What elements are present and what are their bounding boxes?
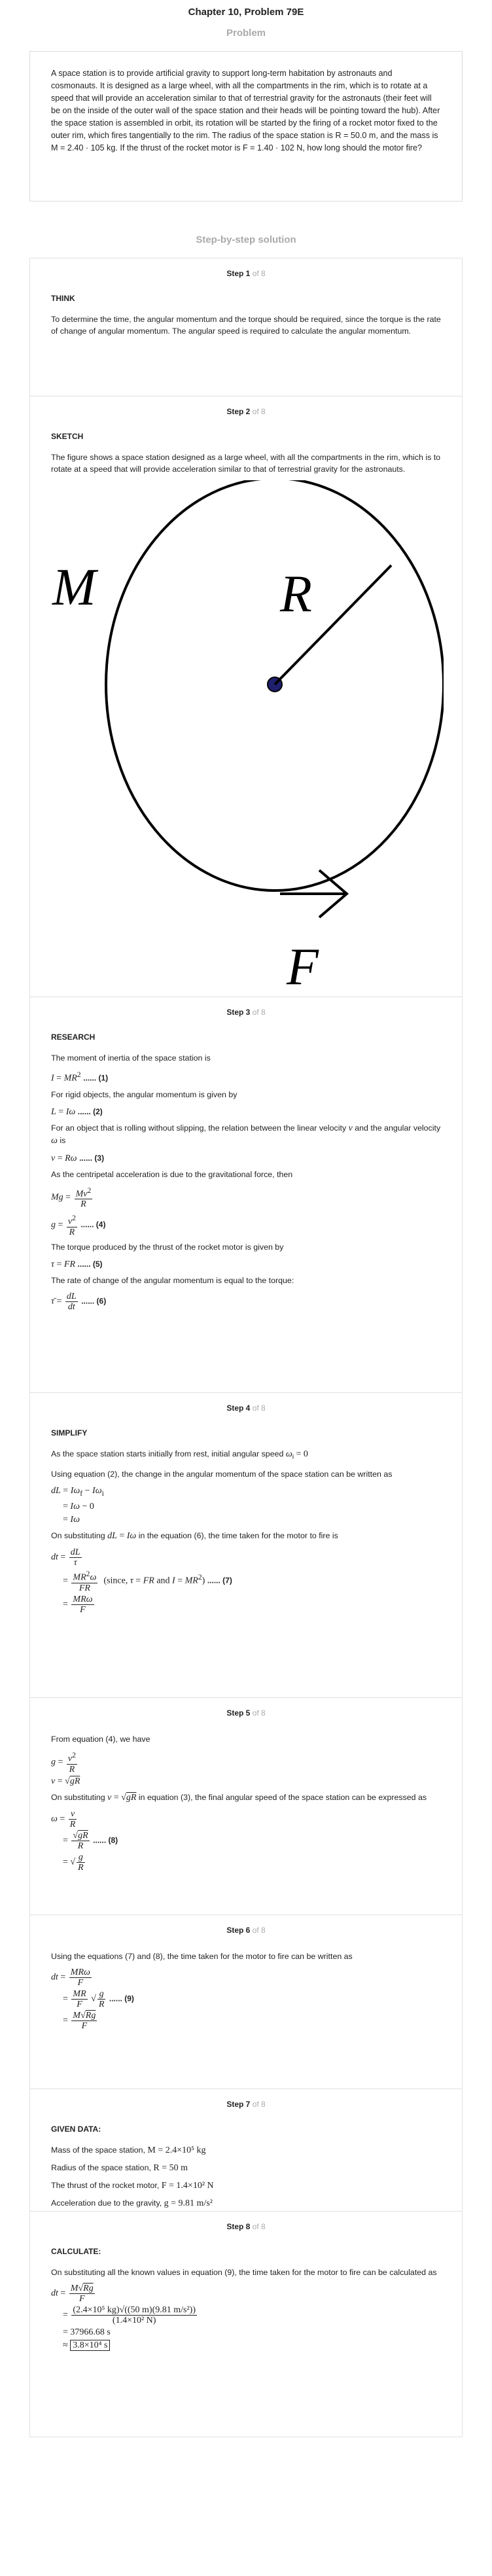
eq-9-number: ...... (9) (109, 1994, 134, 2003)
step-3-title: Step 3 (226, 1008, 251, 1017)
step-4-text-2: Using equation (2), the change in the angular momentum of the space station can be written as (51, 1470, 393, 1479)
eq-8-number: ...... (8) (93, 1835, 118, 1845)
step-5-text-1: From equation (4), we have (51, 1735, 150, 1744)
step-7-header (30, 2089, 462, 2115)
step-2-label: SKETCH (51, 432, 84, 441)
step-8 (29, 2212, 463, 2437)
step-8-total: of 8 (252, 2222, 266, 2231)
given-radius: Radius of the space station, R = 50 m (51, 2163, 188, 2173)
radius-label: R (280, 565, 312, 623)
step-3-text-2: For rigid objects, the angular momentum is given by (51, 1089, 237, 1099)
eq-2: L = Iω ...... (2) (51, 1106, 103, 1117)
step-5-header (30, 1698, 462, 1724)
step-8-title: Step 8 (226, 2222, 251, 2231)
step-3 (29, 997, 463, 1393)
eq-1: $I = MR^2$ ...... (1) (51, 1070, 109, 1084)
final-denominator: (1.4×10² N) (112, 2316, 156, 2325)
step-6 (29, 1915, 463, 2089)
step-6-title: Step 6 (226, 1926, 251, 1935)
solution-heading: Step-by-step solution (196, 234, 296, 245)
step-4-label: SIMPLIFY (51, 1428, 88, 1438)
step-7-total: of 8 (252, 2100, 266, 2109)
step-4-header (30, 1393, 462, 1419)
problem-text: A space station is to provide artificial gravity to support long-term habitation by astronauts and cosmonauts. It is designed as a large wheel, with all the compartments in the rim, which is to rotate at a speed that will provide an acceleration similar to that of terrestrial gravity for the astronauts (their feet will be on the inside of the outer wall of the space station and their heads will be pointing toward the hub). After the space station is assembled in orbit, its rotation will be started by the firing of a rocket motor fixed to the outer rim, which fires tangentially to the rim. The radius of the space station is R = 50.0 m, and the mass is M = 2.40 · 105 kg. If the thrust of the rocket motor is F = 1.40 · 102 N, how long should the motor fire? (51, 69, 440, 152)
step-1-header (30, 258, 462, 285)
step-3-label: RESEARCH (51, 1032, 96, 1042)
step-2-header (30, 397, 462, 423)
step-3-text-5: The torque produced by the thrust of the rocket motor is given by (51, 1242, 284, 1252)
given-thrust: The thrust of the rocket motor, F = 1.4×10² N (51, 2181, 214, 2191)
eq-centripetal: Mg = $\frac{Mv^2}{R}$ (51, 1186, 92, 1210)
given-gravity: Acceleration due to the gravity, g = 9.81 m/s² (51, 2198, 213, 2208)
eq-1-number: ...... (1) (83, 1073, 109, 1083)
eq-g: g = $\frac{v^2}{R}$ v = √gR (51, 1751, 80, 1786)
eq-5-number: ...... (5) (77, 1259, 103, 1269)
space-station-svg (51, 480, 444, 1004)
eq-8: ω = $\frac{v}{R}$ = $\frac{√gR}{R}$ ...... (8) = √ $\frac{g}{R}$ (51, 1808, 118, 1873)
eq-4: g = $\frac{v^2}{R}$ ...... (4) (51, 1214, 106, 1237)
eq-6-number: ...... (6) (81, 1296, 107, 1306)
eq-dl: dL = $I\omega_f - I\omega_i$ = Iω − 0 = Iω (51, 1486, 104, 1525)
eq-2-number: ...... (2) (77, 1106, 103, 1116)
eq-3-number: ...... (3) (79, 1153, 105, 1163)
step-5-text-2: On substituting v = √gR in equation (3), the final angular speed of the space station can be expressed as (51, 1792, 427, 1803)
step-1-total: of 8 (252, 269, 266, 278)
eq-4-number: ...... (4) (80, 1220, 106, 1229)
eq-7: dt = $\frac{dL}{\tau}$ = $\frac{MR^2\omega}{FR}$ (since, τ = FR and $I = MR^2$) ...... (7) = $\frac{\text{MRω}}{F}$ (51, 1547, 232, 1615)
space-station-diagram (51, 480, 441, 1007)
step-7-label: GIVEN DATA: (51, 2125, 101, 2134)
step-8-label: CALCULATE: (51, 2247, 101, 2256)
eq-9: dt = $\frac{\text{MRω}}{F}$ = $\frac{MR}{F}$ √ $\frac{g}{R}$ ...... (9) = $\frac{M√Rg}{F}$ (51, 1967, 134, 2031)
final-raw-result: = 37966.68 s (63, 2327, 111, 2337)
approx-sign: ≈ (63, 2340, 68, 2350)
step-5-total: of 8 (252, 1708, 266, 1718)
chapter-title: Chapter 10, Problem 79E (188, 7, 304, 18)
step-6-total: of 8 (252, 1926, 266, 1935)
step-4 (29, 1393, 463, 1698)
eq-5: τ = FR ...... (5) (51, 1259, 103, 1269)
step-2-total: of 8 (252, 407, 266, 416)
eq-final: dt = $\frac{M√Rg}{F}$ = $\frac{\text{(2.4×10⁵ kg)√((50 m)(9.81 m/s²))}}{\text{(1.4×10² N)}}$ = 37966.68 s ≈ 3.8×10⁴ s (51, 2284, 441, 2352)
given-mass: Mass of the space station, M = 2.4×10⁵ kg (51, 2145, 206, 2155)
step-4-title: Step 4 (226, 1403, 251, 1413)
problem-card (29, 51, 463, 202)
step-4-text-1: As the space station starts initially from rest, initial angular speed $\omega_i = 0$ (51, 1449, 308, 1461)
step-3-text-4: As the centripetal acceleration is due to the gravitational force, then (51, 1169, 293, 1179)
step-5 (29, 1698, 463, 1915)
step-2 (29, 397, 463, 997)
mass-label: M (52, 559, 96, 616)
problem-heading: Problem (226, 27, 266, 39)
step-3-text-3: For an object that is rolling without slipping, the relation between the linear velocity v and the angular velocity ω is (51, 1123, 441, 1146)
step-3-text-1: The moment of inertia of the space station is (51, 1053, 211, 1063)
step-2-title: Step 2 (226, 407, 251, 416)
step-1-text: To determine the time, the angular momentum and the torque should be required, since the torque is the rate of change of angular momentum. The angular speed is required to calculate the angular momentum. (51, 315, 441, 336)
step-7 (29, 2089, 463, 2212)
eq-6: τ̄ = $\frac{dL}{dt}$ ...... (6) (51, 1291, 107, 1312)
eq-7-number: ...... (7) (207, 1576, 232, 1585)
step-3-total: of 8 (252, 1008, 266, 1017)
step-8-header (30, 2212, 462, 2238)
step-4-text-3: On substituting dL = Iω in the equation (6), the time taken for the motor to fire is (51, 1531, 338, 1542)
step-1-title: Step 1 (226, 269, 251, 278)
step-7-title: Step 7 (226, 2100, 251, 2109)
step-1 (29, 258, 463, 397)
step-3-text-6: The rate of change of the angular momentum is equal to the torque: (51, 1275, 294, 1285)
step-6-text-1: Using the equations (7) and (8), the time taken for the motor to fire can be written as (51, 1952, 353, 1961)
step-1-label: THINK (51, 294, 75, 303)
final-numerator: (2.4×10⁵ kg)√((50 m)(9.81 m/s²)) (73, 2305, 196, 2315)
step-4-total: of 8 (252, 1403, 266, 1413)
step-8-text-1: On substituting all the known values in equation (9), the time taken for the motor to fire can be calculated as (51, 2268, 437, 2277)
final-answer: 3.8×10⁴ s (70, 2340, 110, 2351)
step-5-title: Step 5 (226, 1708, 251, 1718)
force-label: F (287, 938, 319, 996)
step-3-header (30, 997, 462, 1023)
eq-3: v = Rω ...... (3) (51, 1153, 105, 1163)
step-6-header (30, 1915, 462, 1941)
step-2-text: The figure shows a space station designed as a large wheel, with all the compartments in the rim, which is to rotate at a speed that will provide acceleration similar to that of terrestrial gravity for the astronauts. (51, 453, 441, 474)
